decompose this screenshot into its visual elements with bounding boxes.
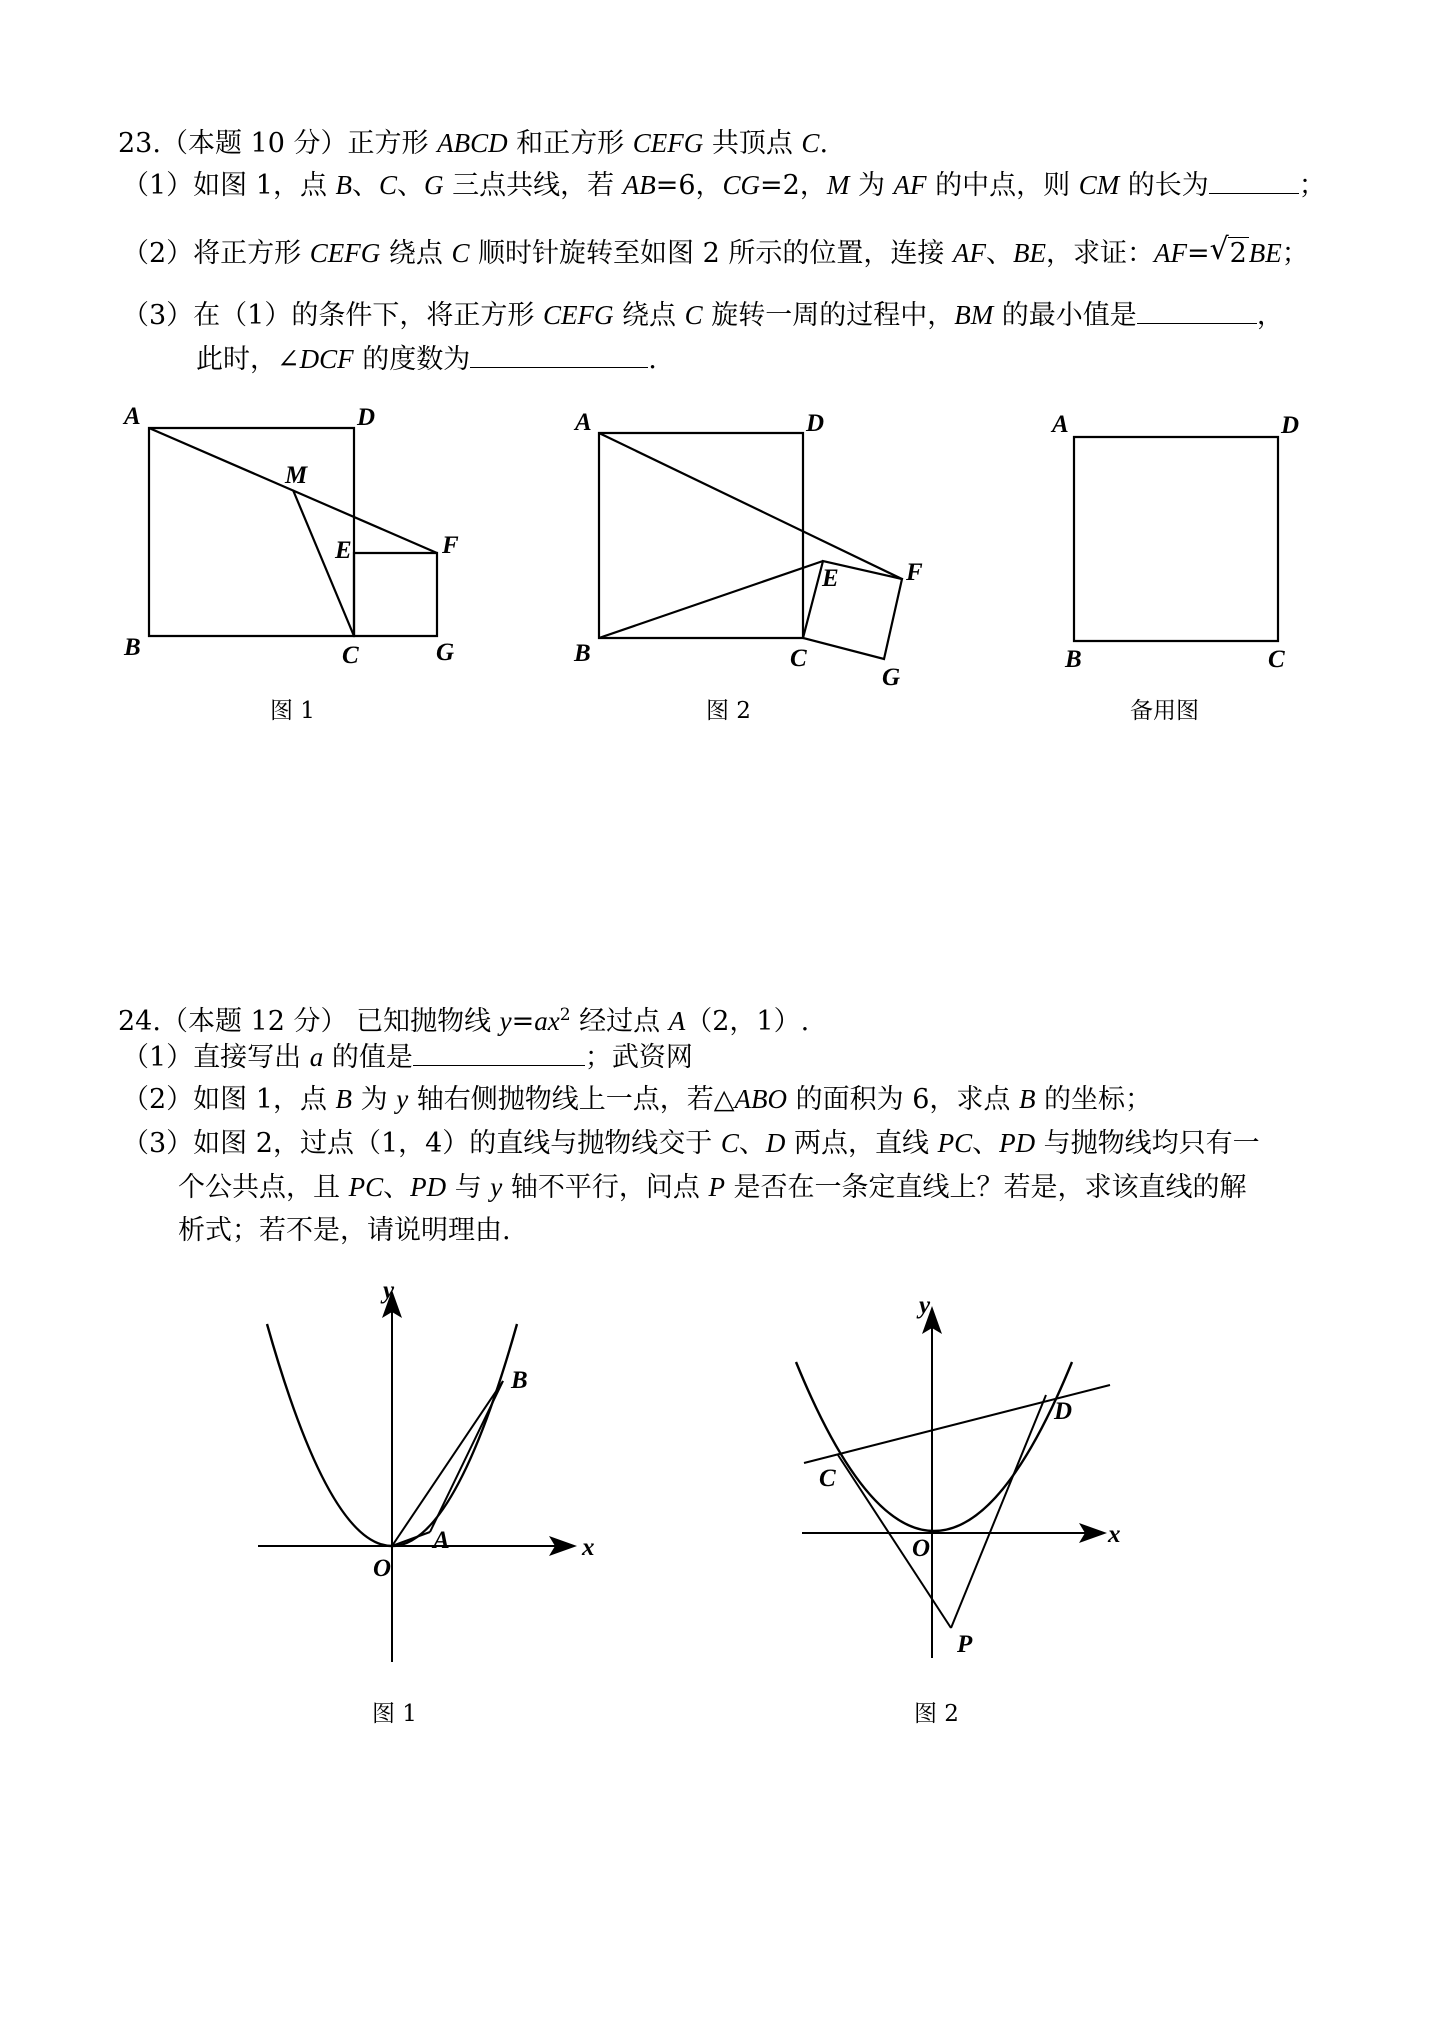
text-run: 个公共点，且 bbox=[178, 1172, 349, 1203]
text-run: =2， bbox=[760, 170, 827, 201]
sqrt-symbol: √ 2 bbox=[1209, 232, 1247, 269]
segment-ob bbox=[392, 1381, 503, 1546]
q24-figure-2-labels bbox=[819, 1292, 1121, 1727]
text-run: DCF bbox=[299, 344, 354, 374]
text-run: 旋转一周的过程中， bbox=[702, 300, 955, 331]
label-x-1: x bbox=[582, 1534, 595, 1561]
text-run: M bbox=[826, 170, 850, 200]
label-f-2: F bbox=[906, 559, 923, 586]
label-e: E bbox=[335, 537, 352, 564]
text-run: . bbox=[819, 128, 829, 159]
text-run: 23. bbox=[118, 128, 161, 159]
label-d-2: D bbox=[806, 410, 825, 437]
text-run: CEFG bbox=[542, 300, 614, 330]
text-run: 的中点，则 bbox=[926, 170, 1079, 201]
text-run: 析式；若不是，请说明理由. bbox=[178, 1215, 511, 1246]
text-run: 绕点 bbox=[613, 300, 685, 331]
label-a-q24: A bbox=[433, 1527, 450, 1554]
text-run: C bbox=[720, 1128, 739, 1158]
text-run: BE bbox=[1012, 238, 1046, 268]
label-e-2: E bbox=[822, 565, 839, 592]
label-o-2: O bbox=[912, 1535, 931, 1562]
text-run: 24. bbox=[118, 1006, 161, 1037]
text-run: 、 bbox=[972, 1128, 1000, 1159]
text-run: CEFG bbox=[632, 128, 704, 158]
text-run: y bbox=[490, 1172, 503, 1202]
text-run: 的面积为 6，求点 bbox=[787, 1084, 1019, 1115]
text-run: ， bbox=[1256, 300, 1284, 331]
parabola-2 bbox=[796, 1362, 1072, 1531]
text-run: CM bbox=[1078, 170, 1120, 200]
text-run: 轴不平行，问点 bbox=[502, 1172, 709, 1203]
label-b-2: B bbox=[574, 640, 591, 667]
text-run: PD bbox=[999, 1128, 1036, 1158]
text-run: 顺时针旋转至如图 2 所示的位置，连接 bbox=[469, 238, 953, 269]
text-run: PC bbox=[937, 1128, 973, 1158]
text-run: ；武资网 bbox=[584, 1042, 693, 1073]
text-run: 的坐标； bbox=[1035, 1084, 1153, 1115]
text-run: 和正方形 bbox=[507, 128, 633, 159]
text-run: = bbox=[511, 1006, 535, 1037]
text-run: 此时，∠ bbox=[196, 344, 300, 375]
text-run: 为 bbox=[352, 1084, 397, 1115]
text-run: C bbox=[801, 128, 820, 158]
text-run: CG bbox=[722, 170, 761, 200]
label-a: A bbox=[124, 403, 141, 430]
text-run: AF bbox=[952, 238, 986, 268]
text-run: （1）如图 1，点 bbox=[122, 170, 336, 201]
text-run: （本题 10 分） bbox=[160, 128, 348, 159]
label-d-3: D bbox=[1281, 412, 1300, 439]
text-run: 经过点 bbox=[570, 1006, 669, 1037]
label-c-2: C bbox=[790, 645, 807, 672]
text-run: （本题 12 分） bbox=[160, 1006, 348, 1037]
label-d-q24: D bbox=[1054, 1398, 1073, 1425]
text-run: 2 bbox=[559, 1005, 571, 1025]
label-b-3: B bbox=[1065, 646, 1082, 673]
text-run: 2 bbox=[1229, 238, 1247, 269]
caption-fig1: 图 1 bbox=[270, 698, 315, 724]
text-run: 与抛物线均只有一 bbox=[1035, 1128, 1260, 1159]
label-y-1: y bbox=[383, 1277, 395, 1304]
text-run: 与 bbox=[446, 1172, 491, 1203]
q24-figure-1 bbox=[258, 1294, 573, 1662]
text-run: ； bbox=[1281, 238, 1309, 269]
label-x-2: x bbox=[1108, 1521, 1121, 1548]
text-run: ABCD bbox=[437, 128, 508, 158]
text-run: （2）如图 1，点 bbox=[122, 1084, 336, 1115]
text-run: y bbox=[396, 1084, 409, 1114]
text-run: （1）直接写出 bbox=[122, 1042, 310, 1073]
text-run: P bbox=[708, 1172, 725, 1202]
label-b-q24: B bbox=[511, 1367, 528, 1394]
text-run: 、 bbox=[383, 1172, 411, 1203]
text-run: 两点，直线 bbox=[785, 1128, 938, 1159]
label-c: C bbox=[342, 642, 359, 669]
label-m: M bbox=[285, 462, 308, 489]
label-y-2: y bbox=[919, 1292, 931, 1319]
text-run: （2）将正方形 bbox=[122, 238, 310, 269]
text-run: 正方形 bbox=[347, 128, 438, 159]
text-run: C bbox=[451, 238, 470, 268]
text-run: = bbox=[1186, 238, 1210, 269]
caption-fig2: 图 2 bbox=[706, 698, 751, 724]
text-run: 绕点 bbox=[380, 238, 452, 269]
text-run: C bbox=[379, 170, 398, 200]
text-run: B bbox=[335, 170, 353, 200]
text-run: ； bbox=[1298, 170, 1326, 201]
text-run: （2，1）. bbox=[685, 1006, 810, 1037]
text-run: 轴右侧抛物线上一点，若△ bbox=[408, 1084, 735, 1115]
text-run: 为 bbox=[849, 170, 894, 201]
label-o-1: O bbox=[373, 1555, 392, 1582]
text-run: 共顶点 bbox=[703, 128, 802, 159]
label-a-3: A bbox=[1052, 411, 1069, 438]
text-run: A bbox=[668, 1006, 686, 1036]
text-run: （3）如图 2，过点（1，4）的直线与抛物线交于 bbox=[122, 1128, 721, 1159]
text-run: PC bbox=[348, 1172, 384, 1202]
text-run: 已知抛物线 bbox=[347, 1006, 500, 1037]
line-pd bbox=[951, 1395, 1046, 1628]
text-run: 的最小值是 bbox=[993, 300, 1137, 331]
caption-backup: 备用图 bbox=[1130, 698, 1199, 724]
text-run: 、 bbox=[985, 238, 1013, 269]
text-run: （3）在（1）的条件下，将正方形 bbox=[122, 300, 543, 331]
label-g: G bbox=[436, 639, 455, 666]
text-run: D bbox=[765, 1128, 786, 1158]
text-run: CEFG bbox=[309, 238, 381, 268]
text-run: BM bbox=[954, 300, 994, 330]
label-c-q24: C bbox=[819, 1465, 836, 1492]
text-run: ABO bbox=[734, 1084, 788, 1114]
label-a-2: A bbox=[575, 409, 592, 436]
text-run: 、 bbox=[352, 170, 380, 201]
line-pc bbox=[838, 1455, 951, 1628]
text-run: AB bbox=[622, 170, 656, 200]
text-run: 、 bbox=[397, 170, 425, 201]
text-run: PD bbox=[410, 1172, 447, 1202]
text-run: 、 bbox=[738, 1128, 766, 1159]
caption-q24-fig1: 图 1 bbox=[372, 1701, 417, 1727]
text-run: 的长为 bbox=[1119, 170, 1209, 201]
text-run: ax bbox=[534, 1006, 560, 1036]
segment-ab bbox=[430, 1381, 503, 1532]
label-g-2: G bbox=[882, 664, 901, 691]
text-run: ，求证： bbox=[1045, 238, 1154, 269]
text-run: y bbox=[499, 1006, 512, 1036]
q24-figure-2 bbox=[796, 1310, 1110, 1658]
text-run: =6， bbox=[655, 170, 723, 201]
text-run: C bbox=[684, 300, 703, 330]
text-run: . bbox=[648, 344, 657, 375]
label-b: B bbox=[124, 634, 141, 661]
text-run: 是否在一条定直线上？若是，求该直线的解 bbox=[724, 1172, 1247, 1203]
text-run: AF bbox=[893, 170, 927, 200]
text-run: G bbox=[424, 170, 444, 200]
label-c-3: C bbox=[1268, 646, 1285, 673]
text-run: AF bbox=[1153, 238, 1187, 268]
text-run: 三点共线，若 bbox=[443, 170, 623, 201]
label-f: F bbox=[442, 532, 459, 559]
text-run: B bbox=[1018, 1084, 1036, 1114]
label-p-q24: P bbox=[957, 1631, 973, 1658]
text-run: BE bbox=[1248, 238, 1282, 268]
text-run: B bbox=[335, 1084, 353, 1114]
text-run: 的值是 bbox=[323, 1042, 413, 1073]
text-run: a bbox=[309, 1042, 324, 1072]
text-run: 的度数为 bbox=[353, 344, 471, 375]
caption-q24-fig2: 图 2 bbox=[914, 1701, 959, 1727]
q24-figure-1-labels bbox=[372, 1277, 595, 1727]
label-d: D bbox=[357, 404, 376, 431]
